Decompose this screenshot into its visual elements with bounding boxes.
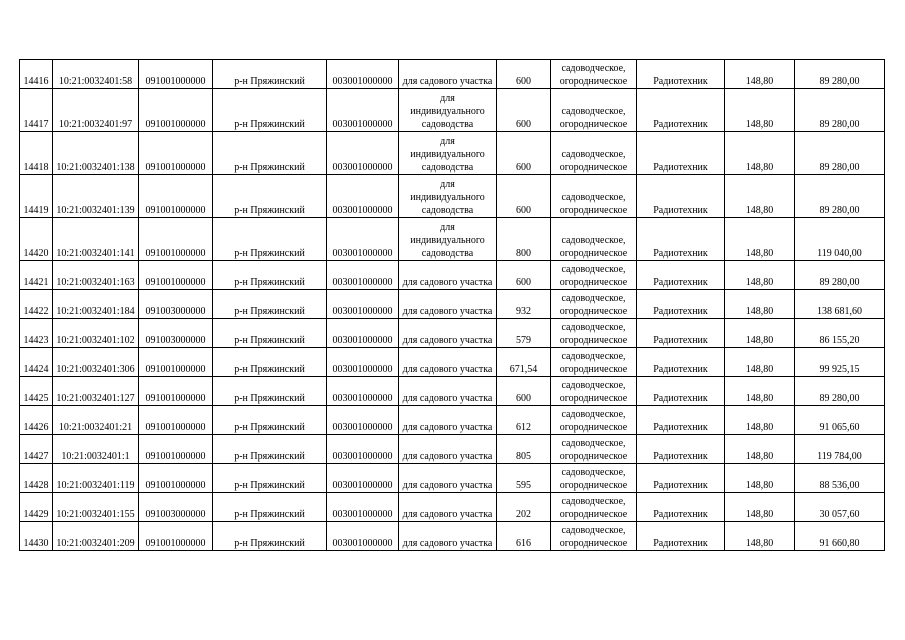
cell-association-name: Радиотехник <box>637 319 725 348</box>
cell-rate: 148,80 <box>725 319 795 348</box>
cell-purpose-line: для садового участка <box>402 335 493 346</box>
cell-cadastral-value: 91 065,60 <box>795 406 885 435</box>
cell-cadastral-value: 88 536,00 <box>795 464 885 493</box>
cell-code: 003001000000 <box>327 522 399 551</box>
cell-purpose <box>399 60 497 89</box>
cell-cadastral-value: 89 280,00 <box>795 261 885 290</box>
cell-district: р-н Пряжинский <box>213 218 327 261</box>
cell-category-line: огородническое <box>559 205 628 216</box>
cell-association-name: Радиотехник <box>637 261 725 290</box>
table-row <box>20 522 885 551</box>
cell-area: 202 <box>497 493 551 522</box>
cell-purpose-line: для <box>440 179 455 190</box>
cell-category-line: садоводческое, <box>561 525 626 536</box>
table-row <box>20 435 885 464</box>
cell-cadastral-value: 119 784,00 <box>795 435 885 464</box>
cell-area: 600 <box>497 89 551 132</box>
cell-purpose-line: для садового участка <box>402 364 493 375</box>
cell-area: 579 <box>497 319 551 348</box>
cell-cadastral-number: 10:21:0032401:119 <box>53 464 139 493</box>
cell-category <box>551 377 637 406</box>
cell-row-number: 14429 <box>20 493 53 522</box>
cell-category <box>551 464 637 493</box>
cell-category <box>551 319 637 348</box>
cell-purpose <box>399 290 497 319</box>
cell-purpose <box>399 493 497 522</box>
cell-district: р-н Пряжинский <box>213 522 327 551</box>
cell-cadastral-value: 119 040,00 <box>795 218 885 261</box>
cell-purpose <box>399 89 497 132</box>
cell-rate: 148,80 <box>725 493 795 522</box>
cell-row-number: 14419 <box>20 175 53 218</box>
table-row <box>20 89 885 132</box>
table-row <box>20 406 885 435</box>
cell-area: 616 <box>497 522 551 551</box>
cell-purpose <box>399 132 497 175</box>
cell-code: 003001000000 <box>327 464 399 493</box>
cell-cadastral-value: 89 280,00 <box>795 89 885 132</box>
cell-area: 600 <box>497 175 551 218</box>
cell-district: р-н Пряжинский <box>213 89 327 132</box>
cell-area: 595 <box>497 464 551 493</box>
cell-category <box>551 522 637 551</box>
cell-district: р-н Пряжинский <box>213 319 327 348</box>
cell-association-name: Радиотехник <box>637 522 725 551</box>
table-row <box>20 60 885 89</box>
cell-rate: 148,80 <box>725 218 795 261</box>
table-row <box>20 348 885 377</box>
cell-cadastral-number: 10:21:0032401:184 <box>53 290 139 319</box>
table-row <box>20 464 885 493</box>
cell-purpose-line: для садового участка <box>402 509 493 520</box>
cell-association-name: Радиотехник <box>637 89 725 132</box>
cell-row-number: 14423 <box>20 319 53 348</box>
cell-cadastral-number: 10:21:0032401:58 <box>53 60 139 89</box>
cell-category <box>551 290 637 319</box>
cell-category-line: садоводческое, <box>561 351 626 362</box>
table-row <box>20 175 885 218</box>
cell-purpose-line: индивидуального <box>410 235 485 246</box>
cell-rate: 148,80 <box>725 348 795 377</box>
cell-purpose-line: для садового участка <box>402 480 493 491</box>
cell-rate: 148,80 <box>725 522 795 551</box>
cell-association-name: Радиотехник <box>637 60 725 89</box>
cell-purpose-line: для <box>440 136 455 147</box>
cell-area: 612 <box>497 406 551 435</box>
cell-row-number: 14428 <box>20 464 53 493</box>
cell-cadastral-value: 89 280,00 <box>795 132 885 175</box>
cell-district: р-н Пряжинский <box>213 406 327 435</box>
cell-category-line: садоводческое, <box>561 496 626 507</box>
cell-purpose-line: индивидуального <box>410 106 485 117</box>
cell-area: 600 <box>497 132 551 175</box>
cell-purpose-line: индивидуального <box>410 149 485 160</box>
cell-area: 600 <box>497 377 551 406</box>
table-row <box>20 132 885 175</box>
cell-association-name: Радиотехник <box>637 348 725 377</box>
cell-rate: 148,80 <box>725 377 795 406</box>
cell-purpose-line: для <box>440 93 455 104</box>
cell-category <box>551 89 637 132</box>
cell-okato-code: 091003000000 <box>139 319 213 348</box>
cell-code: 003001000000 <box>327 377 399 406</box>
cell-rate: 148,80 <box>725 132 795 175</box>
cell-code: 003001000000 <box>327 319 399 348</box>
cell-row-number: 14430 <box>20 522 53 551</box>
cell-category <box>551 132 637 175</box>
cell-cadastral-value: 99 925,15 <box>795 348 885 377</box>
cell-category <box>551 348 637 377</box>
cell-cadastral-number: 10:21:0032401:97 <box>53 89 139 132</box>
cell-row-number: 14418 <box>20 132 53 175</box>
cell-cadastral-number: 10:21:0032401:127 <box>53 377 139 406</box>
cell-association-name: Радиотехник <box>637 377 725 406</box>
table-row <box>20 290 885 319</box>
cell-code: 003001000000 <box>327 60 399 89</box>
cell-area: 600 <box>497 60 551 89</box>
cell-category-line: садоводческое, <box>561 235 626 246</box>
table-body <box>20 60 885 551</box>
cell-category-line: огородническое <box>559 422 628 433</box>
cell-category-line: огородническое <box>559 119 628 130</box>
cell-purpose <box>399 464 497 493</box>
cell-purpose-line: садоводства <box>421 248 474 259</box>
cell-association-name: Радиотехник <box>637 132 725 175</box>
cell-cadastral-number: 10:21:0032401:306 <box>53 348 139 377</box>
cell-category-line: огородническое <box>559 364 628 375</box>
cell-code: 003001000000 <box>327 493 399 522</box>
cell-cadastral-value: 138 681,60 <box>795 290 885 319</box>
cell-code: 003001000000 <box>327 89 399 132</box>
cell-purpose-line: для садового участка <box>402 277 493 288</box>
cell-association-name: Радиотехник <box>637 435 725 464</box>
cell-purpose <box>399 522 497 551</box>
cell-area: 805 <box>497 435 551 464</box>
cell-category-line: садоводческое, <box>561 149 626 160</box>
table-row <box>20 377 885 406</box>
land-plots-table <box>19 59 885 551</box>
cell-rate: 148,80 <box>725 261 795 290</box>
cell-category-line: садоводческое, <box>561 380 626 391</box>
cell-category-line: садоводческое, <box>561 264 626 275</box>
cell-purpose-line: для садового участка <box>402 393 493 404</box>
cell-cadastral-value: 30 057,60 <box>795 493 885 522</box>
cell-association-name: Радиотехник <box>637 493 725 522</box>
cell-category-line: садоводческое, <box>561 192 626 203</box>
cell-rate: 148,80 <box>725 89 795 132</box>
cell-code: 003001000000 <box>327 218 399 261</box>
cell-rate: 148,80 <box>725 406 795 435</box>
cell-code: 003001000000 <box>327 348 399 377</box>
cell-district: р-н Пряжинский <box>213 290 327 319</box>
cell-cadastral-number: 10:21:0032401:21 <box>53 406 139 435</box>
cell-category-line: огородническое <box>559 451 628 462</box>
cell-district: р-н Пряжинский <box>213 377 327 406</box>
cell-category-line: садоводческое, <box>561 409 626 420</box>
cell-category <box>551 218 637 261</box>
cell-code: 003001000000 <box>327 435 399 464</box>
cell-okato-code: 091001000000 <box>139 464 213 493</box>
cell-cadastral-number: 10:21:0032401:155 <box>53 493 139 522</box>
cell-category-line: огородническое <box>559 76 628 87</box>
cell-district: р-н Пряжинский <box>213 261 327 290</box>
cell-district: р-н Пряжинский <box>213 435 327 464</box>
cell-okato-code: 091003000000 <box>139 493 213 522</box>
cell-okato-code: 091001000000 <box>139 435 213 464</box>
cell-area: 800 <box>497 218 551 261</box>
cell-district: р-н Пряжинский <box>213 348 327 377</box>
cell-okato-code: 091001000000 <box>139 60 213 89</box>
cell-category-line: огородническое <box>559 306 628 317</box>
table-row <box>20 319 885 348</box>
cell-purpose <box>399 175 497 218</box>
cell-category-line: садоводческое, <box>561 293 626 304</box>
cell-code: 003001000000 <box>327 261 399 290</box>
cell-okato-code: 091001000000 <box>139 348 213 377</box>
cell-rate: 148,80 <box>725 290 795 319</box>
cell-purpose-line: садоводства <box>421 119 474 130</box>
cell-category-line: садоводческое, <box>561 438 626 449</box>
cell-category-line: огородническое <box>559 335 628 346</box>
cell-cadastral-number: 10:21:0032401:139 <box>53 175 139 218</box>
cell-rate: 148,80 <box>725 60 795 89</box>
cell-okato-code: 091001000000 <box>139 377 213 406</box>
cell-cadastral-number: 10:21:0032401:138 <box>53 132 139 175</box>
cell-purpose <box>399 435 497 464</box>
cell-rate: 148,80 <box>725 464 795 493</box>
cell-okato-code: 091001000000 <box>139 406 213 435</box>
cell-row-number: 14417 <box>20 89 53 132</box>
cell-category-line: садоводческое, <box>561 467 626 478</box>
cell-cadastral-value: 91 660,80 <box>795 522 885 551</box>
cell-cadastral-value: 89 280,00 <box>795 377 885 406</box>
cell-purpose-line: для садового участка <box>402 76 493 87</box>
cell-rate: 148,80 <box>725 435 795 464</box>
cell-okato-code: 091001000000 <box>139 89 213 132</box>
cell-category-line: садоводческое, <box>561 322 626 333</box>
cell-cadastral-value: 86 155,20 <box>795 319 885 348</box>
cell-okato-code: 091001000000 <box>139 132 213 175</box>
cell-category <box>551 406 637 435</box>
cell-row-number: 14426 <box>20 406 53 435</box>
cell-purpose <box>399 406 497 435</box>
cell-cadastral-number: 10:21:0032401:209 <box>53 522 139 551</box>
cell-okato-code: 091001000000 <box>139 218 213 261</box>
cell-district: р-н Пряжинский <box>213 132 327 175</box>
cell-cadastral-value: 89 280,00 <box>795 60 885 89</box>
cell-area: 932 <box>497 290 551 319</box>
cell-category <box>551 261 637 290</box>
cell-code: 003001000000 <box>327 175 399 218</box>
cell-row-number: 14427 <box>20 435 53 464</box>
cell-category <box>551 175 637 218</box>
cell-code: 003001000000 <box>327 406 399 435</box>
cell-purpose-line: для садового участка <box>402 451 493 462</box>
cell-category-line: огородническое <box>559 509 628 520</box>
cell-row-number: 14424 <box>20 348 53 377</box>
cell-okato-code: 091003000000 <box>139 290 213 319</box>
cell-category-line: садоводческое, <box>561 63 626 74</box>
cell-row-number: 14416 <box>20 60 53 89</box>
cell-purpose-line: индивидуального <box>410 192 485 203</box>
table-row <box>20 218 885 261</box>
cell-cadastral-number: 10:21:0032401:1 <box>53 435 139 464</box>
cell-row-number: 14420 <box>20 218 53 261</box>
table-row <box>20 261 885 290</box>
cell-cadastral-number: 10:21:0032401:163 <box>53 261 139 290</box>
cell-code: 003001000000 <box>327 132 399 175</box>
cell-purpose-line: для садового участка <box>402 538 493 549</box>
cell-district: р-н Пряжинский <box>213 464 327 493</box>
cell-category <box>551 493 637 522</box>
cell-area: 671,54 <box>497 348 551 377</box>
cell-purpose-line: садоводства <box>421 205 474 216</box>
cell-category-line: огородническое <box>559 277 628 288</box>
cell-association-name: Радиотехник <box>637 218 725 261</box>
cell-association-name: Радиотехник <box>637 406 725 435</box>
cell-category-line: огородническое <box>559 538 628 549</box>
cell-purpose <box>399 377 497 406</box>
cell-cadastral-value: 89 280,00 <box>795 175 885 218</box>
cell-row-number: 14425 <box>20 377 53 406</box>
cell-code: 003001000000 <box>327 290 399 319</box>
cell-row-number: 14421 <box>20 261 53 290</box>
cell-cadastral-number: 10:21:0032401:102 <box>53 319 139 348</box>
cell-district: р-н Пряжинский <box>213 60 327 89</box>
cell-category <box>551 435 637 464</box>
cell-association-name: Радиотехник <box>637 175 725 218</box>
cell-okato-code: 091001000000 <box>139 261 213 290</box>
cell-purpose-line: для садового участка <box>402 306 493 317</box>
cell-purpose <box>399 261 497 290</box>
cell-category-line: огородническое <box>559 248 628 259</box>
cell-okato-code: 091001000000 <box>139 175 213 218</box>
cell-okato-code: 091001000000 <box>139 522 213 551</box>
cell-purpose-line: для садового участка <box>402 422 493 433</box>
cell-purpose <box>399 348 497 377</box>
cell-purpose-line: садоводства <box>421 162 474 173</box>
table-row <box>20 493 885 522</box>
cell-row-number: 14422 <box>20 290 53 319</box>
cell-rate: 148,80 <box>725 175 795 218</box>
cell-purpose-line: для <box>440 222 455 233</box>
cell-category-line: огородническое <box>559 162 628 173</box>
cell-district: р-н Пряжинский <box>213 175 327 218</box>
cell-cadastral-number: 10:21:0032401:141 <box>53 218 139 261</box>
cell-purpose <box>399 218 497 261</box>
cell-district: р-н Пряжинский <box>213 493 327 522</box>
cell-category-line: огородническое <box>559 393 628 404</box>
cell-association-name: Радиотехник <box>637 290 725 319</box>
cell-category-line: садоводческое, <box>561 106 626 117</box>
cell-association-name: Радиотехник <box>637 464 725 493</box>
cell-category-line: огородническое <box>559 480 628 491</box>
cell-area: 600 <box>497 261 551 290</box>
cell-purpose <box>399 319 497 348</box>
cell-category <box>551 60 637 89</box>
